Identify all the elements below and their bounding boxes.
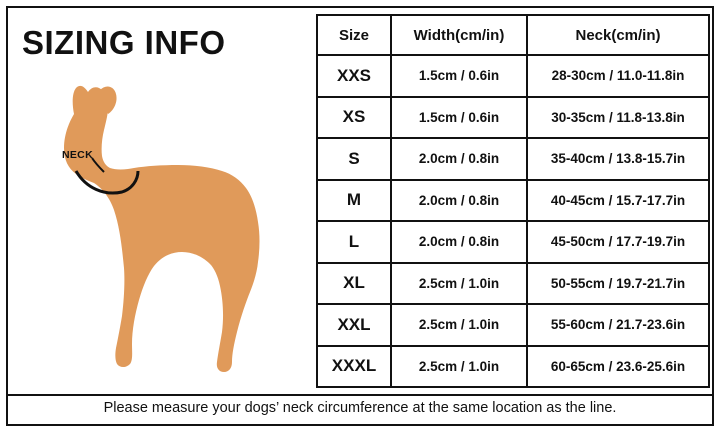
cell-size: XS — [317, 97, 391, 139]
cell-width: 2.5cm / 1.0in — [391, 304, 527, 346]
page-title: SIZING INFO — [22, 24, 226, 61]
table-row — [317, 97, 709, 139]
table-row — [317, 55, 709, 97]
cell-neck: 50-55cm / 19.7-21.7in — [527, 263, 709, 305]
cell-width: 1.5cm / 0.6in — [391, 97, 527, 139]
dog-silhouette-icon — [14, 76, 306, 376]
cell-size: XXL — [317, 304, 391, 346]
cell-size: XXXL — [317, 346, 391, 388]
table-row — [317, 304, 709, 346]
cell-size: XL — [317, 263, 391, 305]
cell-width: 2.5cm / 1.0in — [391, 346, 527, 388]
neck-label: NECK — [62, 149, 93, 161]
cell-width: 2.0cm / 0.8in — [391, 138, 527, 180]
cell-neck: 28-30cm / 11.0-11.8in — [527, 55, 709, 97]
column-header-width: Width(cm/in) — [391, 15, 527, 55]
table-row — [317, 346, 709, 388]
dog-illustration — [14, 76, 306, 376]
cell-width: 2.0cm / 0.8in — [391, 180, 527, 222]
cell-neck: 40-45cm / 15.7-17.7in — [527, 180, 709, 222]
cell-width: 1.5cm / 0.6in — [391, 55, 527, 97]
table-header-row — [317, 15, 709, 55]
column-header-size: Size — [317, 15, 391, 55]
cell-width: 2.5cm / 1.0in — [391, 263, 527, 305]
cell-size: XXS — [317, 55, 391, 97]
illustration-panel — [8, 8, 308, 392]
cell-size: S — [317, 138, 391, 180]
cell-neck: 55-60cm / 21.7-23.6in — [527, 304, 709, 346]
footer-divider — [8, 394, 712, 396]
table-row — [317, 221, 709, 263]
size-table — [316, 14, 710, 388]
cell-neck: 35-40cm / 13.8-15.7in — [527, 138, 709, 180]
cell-neck: 45-50cm / 17.7-19.7in — [527, 221, 709, 263]
table-row — [317, 180, 709, 222]
cell-neck: 30-35cm / 11.8-13.8in — [527, 97, 709, 139]
cell-width: 2.0cm / 0.8in — [391, 221, 527, 263]
footer-note: Please measure your dogs’ neck circumference at the same location as the line. — [103, 400, 617, 416]
cell-neck: 60-65cm / 23.6-25.6in — [527, 346, 709, 388]
column-header-neck: Neck(cm/in) — [527, 15, 709, 55]
cell-size: L — [317, 221, 391, 263]
cell-size: M — [317, 180, 391, 222]
table-row — [317, 263, 709, 305]
table-row — [317, 138, 709, 180]
size-chart — [316, 14, 708, 388]
